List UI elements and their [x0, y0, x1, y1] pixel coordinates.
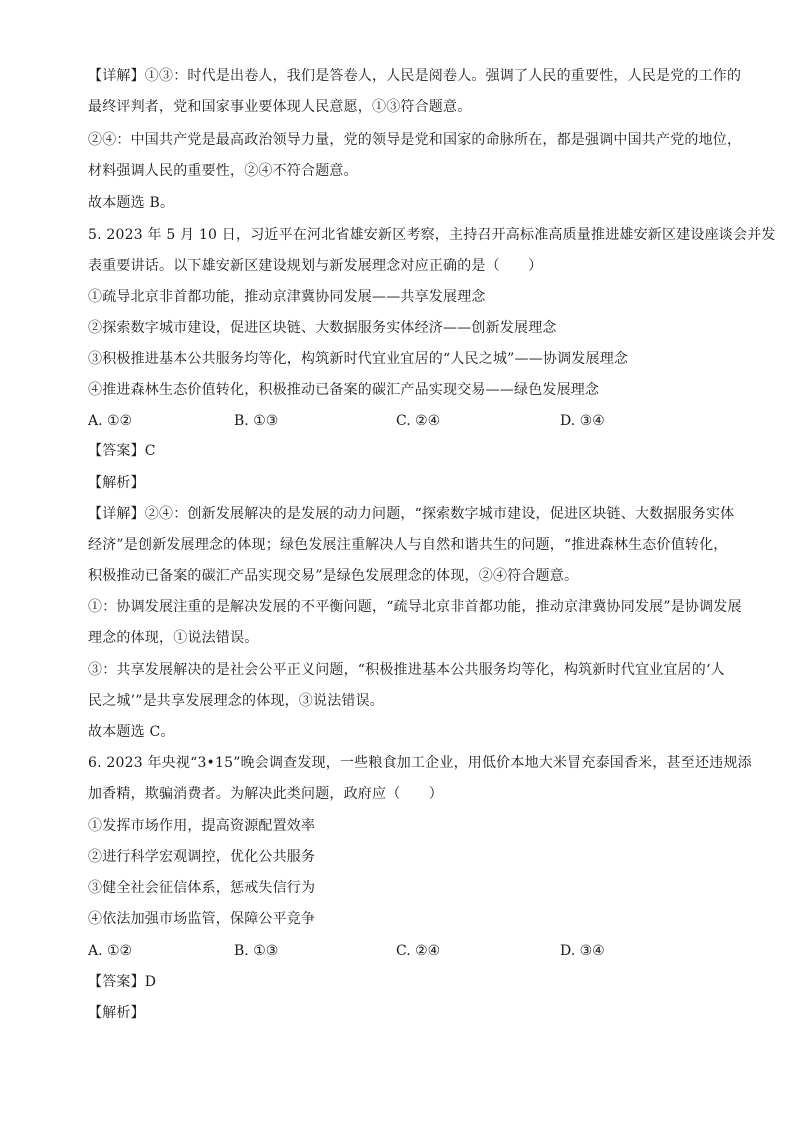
detail-text: 积极推动已备案的碳汇产品实现交易”是绿色发展理念的体现，②④符合题意。 [88, 568, 579, 584]
detail-text: 民之城’”是共享发展理念的体现，③说法错误。 [88, 693, 385, 709]
question-6-stem: 6. 2023 年央视“3•15”晚会调查发现，一些粮食加工企业，用低价本地大米冒充泰国香米，甚至还违规添 [88, 755, 752, 771]
question-6-options [88, 941, 708, 961]
conclusion-text: 故本题选 C。 [88, 724, 175, 740]
detail-text: ②④：中国共产党是最高政治领导力量，党的领导是党和国家的命脉所在，都是强调中国共产党的地位， [88, 132, 742, 148]
option-b: B. ①③ [234, 943, 279, 959]
detail-text: ①：协调发展注重的是解决发展的不平衡问题，“疏导北京非首都功能，推动京津冀协同发展”是协调发展 [88, 599, 742, 615]
question-5-stem: 5. 2023 年 5 月 10 日，习近平在河北省雄安新区考察，主持召开高标准高质量推进雄安新区建设座谈会并发 [88, 227, 776, 243]
question-5-options [88, 411, 708, 431]
analysis-label: 【解析】 [88, 475, 145, 491]
question-5-item: ③积极推进基本公共服务均等化，构筑新时代宜业宜居的“人民之城”——协调发展理念 [88, 351, 629, 367]
detail-text: 经济”是创新发展理念的体现；绿色发展注重解决人与自然和谐共生的问题，“推进森林生态价值转化， [88, 537, 728, 553]
conclusion-text: 故本题选 B。 [88, 195, 175, 211]
question-6-item: ③健全社会征信体系，惩戒失信行为 [88, 880, 316, 896]
detail-text: 【详解】②④：创新发展解决的是发展的动力问题，“探索数字城市建设，促进区块链、大数据服务实体 [88, 506, 735, 522]
detail-text: 理念的体现，①说法错误。 [88, 630, 259, 646]
detail-text: 材料强调人民的重要性，②④不符合题意。 [88, 163, 358, 179]
option-c: C. ②④ [396, 413, 441, 429]
option-d: D. ③④ [560, 413, 605, 429]
option-a: A. ①② [88, 943, 133, 959]
answer-label: 【答案】C [88, 443, 156, 459]
question-6-item: ④依法加强市场监管，保障公平竞争 [88, 911, 316, 927]
option-b: B. ①③ [234, 413, 279, 429]
answer-label: 【答案】D [88, 974, 157, 990]
detail-text: 【详解】①③：时代是出卷人，我们是答卷人，人民是阅卷人。强调了人民的重要性，人民是党的工作的 [88, 68, 742, 84]
question-5-stem: 表重要讲话。以下雄安新区建设规划与新发展理念对应正确的是（ ） [88, 258, 543, 274]
detail-text: 最终评判者，党和国家事业要体现人民意愿，①③符合题意。 [88, 99, 472, 115]
analysis-label: 【解析】 [88, 1005, 145, 1021]
option-d: D. ③④ [560, 943, 605, 959]
question-6-stem: 加香精，欺骗消费者。为解决此类问题，政府应（ ） [88, 786, 443, 802]
detail-text: ③：共享发展解决的是社会公平正义问题，“积极推进基本公共服务均等化，构筑新时代宜业宜居的‘人 [88, 662, 725, 678]
option-c: C. ②④ [396, 943, 441, 959]
question-5-item: ①疏导北京非首都功能，推动京津冀协同发展——共享发展理念 [88, 289, 486, 305]
option-a: A. ①② [88, 413, 133, 429]
question-5-item: ②探索数字城市建设，促进区块链、大数据服务实体经济——创新发展理念 [88, 320, 557, 336]
question-6-item: ①发挥市场作用，提高资源配置效率 [88, 818, 316, 834]
question-6-item: ②进行科学宏观调控，优化公共服务 [88, 849, 316, 865]
question-5-item: ④推进森林生态价值转化，积极推动已备案的碳汇产品实现交易——绿色发展理念 [88, 382, 600, 398]
